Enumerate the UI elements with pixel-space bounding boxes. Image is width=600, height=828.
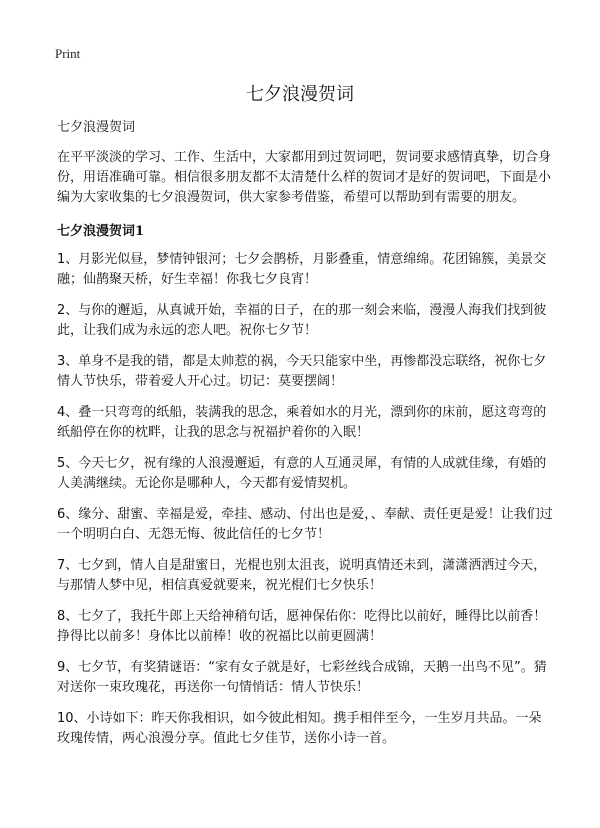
wish-item-5: 5、今天七夕，祝有缘的人浪漫邂逅，有意的人互通灵犀，有情的人成就佳缘，有婚的人美满继续。无论你是哪种人，今天都有爱情契机。 [57,456,547,491]
section-heading: 七夕浪漫贺词1 [57,224,145,239]
wish-item-1: 1、月影光似昼，梦情钟银河；七夕会鹊桥，月影叠重，情意绵绵。花团锦簇，美景交融；仙鹊聚天桥，好生幸福！你我七夕良宵！ [57,252,547,287]
intro-paragraph: 在平平淡淡的学习、工作、生活中，大家都用到过贺词吧，贺词要求感情真挚，切合身份，用语准确可靠。相信很多朋友都不太清楚什么样的贺词才是好的贺词吧，下面是小编为大家收集的七夕浪漫贺词，供大家参考借鉴，希望可以帮助到有需要的朋友。 [57,150,552,205]
wish-item-4: 4、叠一只弯弯的纸船，装满我的思念，乘着如水的月光，漂到你的床前，愿这弯弯的纸船停在你的枕畔，让我的思念与祝福护着你的入眠！ [57,405,547,440]
wish-item-10: 10、小诗如下：昨天你我相识，如今彼此相知。携手相伴至今，一生岁月共品。一朵玫瑰传情，两心浪漫分享。值此七夕佳节，送你小诗一首。 [57,711,542,746]
wish-item-6: 6、缘分、甜蜜、幸福是爱，牵挂、感动、付出也是爱，、奉献、责任更是爱！让我们过一个明明白白、无怨无悔、彼此信任的七夕节！ [57,507,553,542]
wish-item-8: 8、七夕了，我托牛郎上天给神稍句话，愿神保佑你：吃得比以前好，睡得比以前香！挣得比以前多！身体比以前棒！收的祝福比以前更圆满！ [57,609,547,644]
article-body [57,118,553,760]
wish-item-9: 9、七夕节，有奖猜谜语：“家有女子就是好，七彩丝线合成锦，天鹅一出鸟不见”。猜对送你一束玫瑰花，再送你一句情悄话：情人节快乐！ [57,660,547,695]
wish-item-7: 7、七夕到，情人自是甜蜜日，光棍也别太沮丧，说明真情还未到，潇潇洒洒过今天，与那情人梦中见，相信真爱就要来，祝光棍们七夕快乐！ [57,558,547,593]
wish-item-2: 2、与你的邂逅，从真诚开始，幸福的日子，在的那一刻会来临，漫漫人海我们找到彼此，让我们成为永远的恋人吧。祝你七夕节！ [57,303,547,338]
page-title: 七夕浪漫贺词 [246,84,354,105]
print-link[interactable]: Print [55,46,81,61]
wish-item-3: 3、单身不是我的错，都是太帅惹的祸，今天只能家中坐，再惨都没忘联络，祝你七夕情人节快乐，带着爱人开心过。切记：莫要摆阔！ [57,354,547,389]
article-subtitle: 七夕浪漫贺词 [57,120,136,135]
